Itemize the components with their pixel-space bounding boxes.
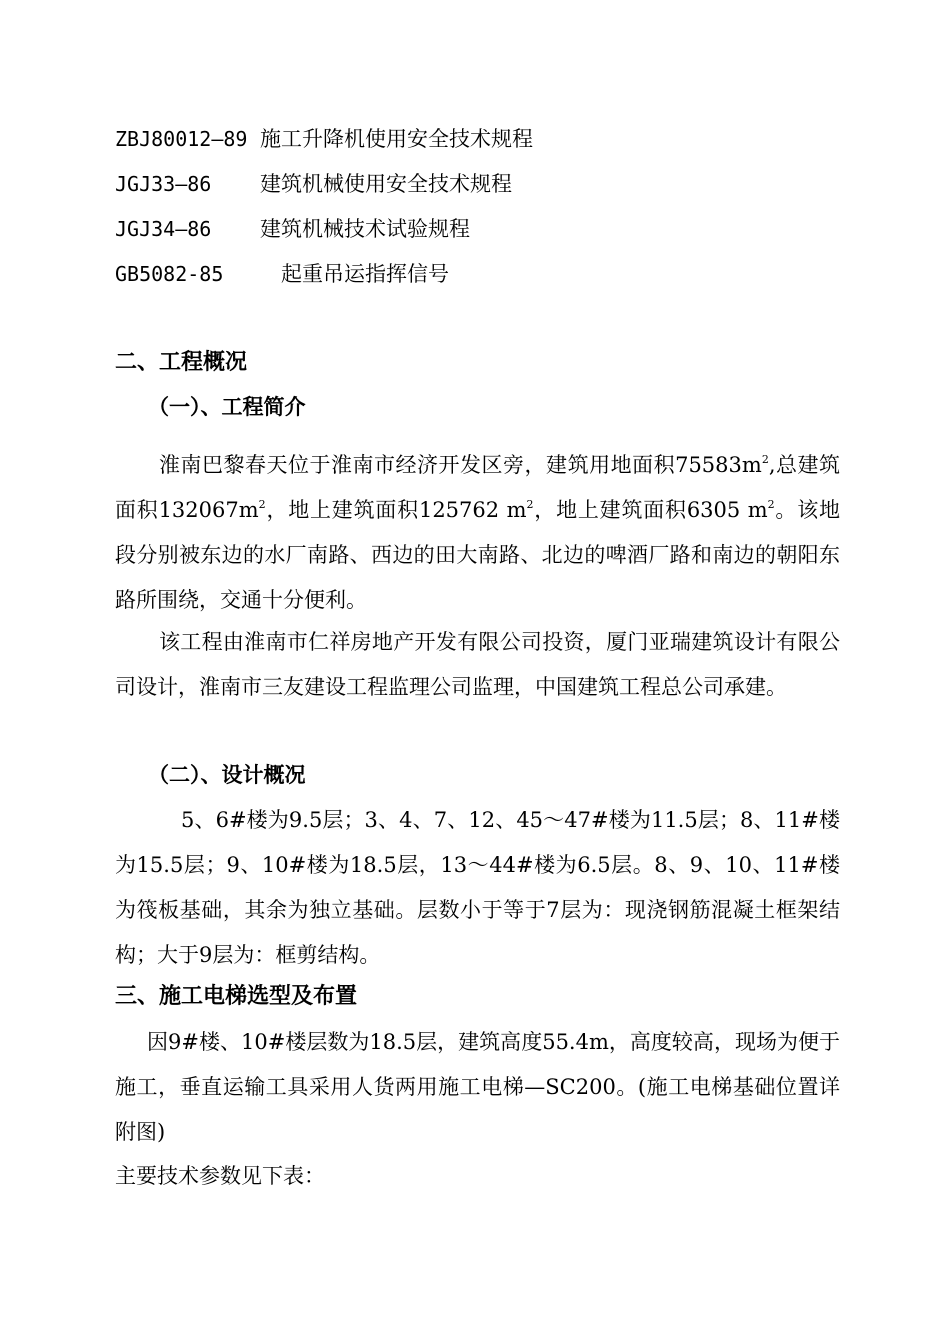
standard-code: JGJ33—86 xyxy=(115,172,212,196)
standard-name: 建筑机械使用安全技术规程 xyxy=(260,172,512,196)
standard-item xyxy=(115,127,533,151)
section-3-heading: 三、施工电梯选型及布置 xyxy=(115,984,358,1009)
project-parties-paragraph: 该工程由淮南市仁祥房地产开发有限公司投资，厦门亚瑞建筑设计有限公司设计，淮南市三友建设工程监理公司监理，中国建筑工程总公司承建。 xyxy=(115,630,840,699)
section-2-1-heading: （一）、工程简介 xyxy=(148,395,306,419)
standard-code: GB5082-85 xyxy=(115,262,224,286)
standard-item xyxy=(115,217,470,241)
design-overview-paragraph: 5、6#楼为9.5层；3、4、7、12、45～47#楼为11.5层；8、11#楼为15.5层；9、10#楼为18.5层，13～44#楼为6.5层。8、9、10、11#楼为筏板基础，其余为独立基础。层数小于等于7层为：现浇钢筋混凝土框架结构；大于9层为：框剪结构。 xyxy=(115,808,840,967)
section-2-2-heading: （二）、设计概况 xyxy=(148,763,306,787)
standard-name: 起重吊运指挥信号 xyxy=(281,262,449,286)
standard-item xyxy=(115,172,512,196)
standard-name: 建筑机械技术试验规程 xyxy=(260,217,470,241)
standard-item xyxy=(115,262,449,286)
standard-name: 施工升降机使用安全技术规程 xyxy=(260,127,533,151)
standard-code: JGJ34—86 xyxy=(115,217,212,241)
table-intro-text: 主要技术参数见下表： xyxy=(115,1164,325,1188)
elevator-selection-paragraph: 因9#楼、10#楼层数为18.5层，建筑高度55.4m，高度较高，现场为便于施工，垂直运输工具采用人货两用施工电梯—SC200。(施工电梯基础位置详附图) xyxy=(115,1030,840,1144)
project-intro-paragraph: 淮南巴黎春天位于淮南市经济开发区旁，建筑用地面积$75583m^2$,总建筑面积$132067m^2$，地上建筑面积125762 $m^2$，地上建筑面积6305 $m^2$。该地段分别被东边的水厂南路、西边的田大南路、北边的啤酒厂路和南边的朝阳东路所围绕，交通十分便利。 xyxy=(115,453,841,612)
section-2-heading: 二、工程概况 xyxy=(115,350,248,375)
standard-code: ZBJ80012—89 xyxy=(115,127,248,151)
